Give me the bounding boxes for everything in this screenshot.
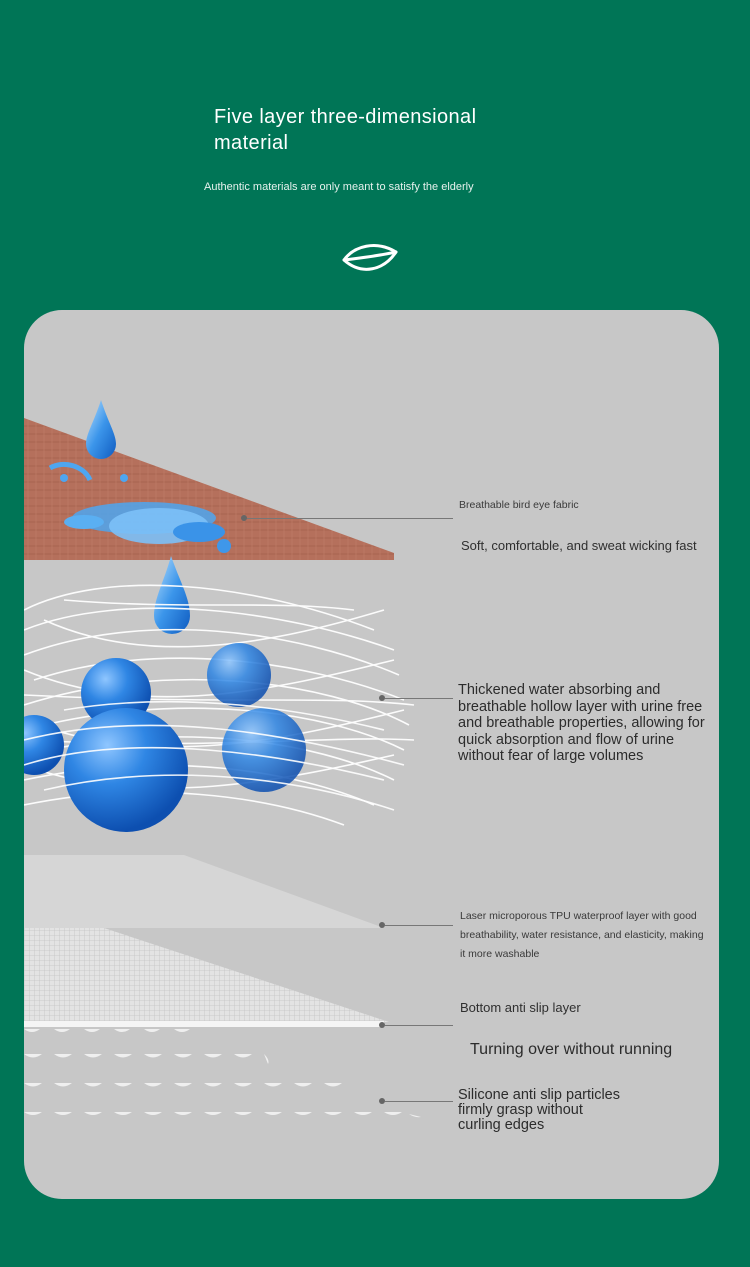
tpu-waterproof-layer (24, 855, 384, 928)
falling-drop-icon (154, 556, 190, 634)
anti-slip-mesh-layer (24, 928, 389, 1022)
leader-line (247, 518, 453, 519)
page-subtitle: Authentic materials are only meant to satisfy the elderly (204, 181, 474, 193)
layer-2-label: Thickened water absorbing and breathable hollow layer with urine free and breathable properties, allowing for quick absorption and flow of urine without fear of large volumes (458, 682, 705, 764)
layer-1-description: Soft, comfortable, and sweat wicking fast (461, 538, 697, 553)
layer-4-label: Bottom anti slip layer (460, 1000, 581, 1015)
leader-line (385, 925, 453, 926)
page-title: Five layer three-dimensional material (214, 106, 477, 154)
layer-3-label: Laser microporous TPU waterproof layer with good breathability, water resistance, and elasticity, making it more washable (460, 910, 704, 960)
layers-card (24, 310, 719, 1199)
absorbent-bead (207, 643, 271, 707)
layer-1-label: Breathable bird eye fabric (459, 499, 579, 511)
absorbent-bead (24, 715, 64, 775)
silicone-particles (24, 1029, 421, 1117)
layer-4-description: Turning over without running (470, 1041, 673, 1058)
leader-line (385, 1025, 453, 1026)
layer-5-label: Silicone anti slip particles firmly grasp without curling edges (458, 1087, 620, 1133)
absorbent-bead (222, 708, 306, 792)
water-drop-icon (86, 400, 116, 459)
leader-line (385, 698, 453, 699)
leader-line (385, 1101, 453, 1102)
leaf-icon (340, 240, 400, 278)
